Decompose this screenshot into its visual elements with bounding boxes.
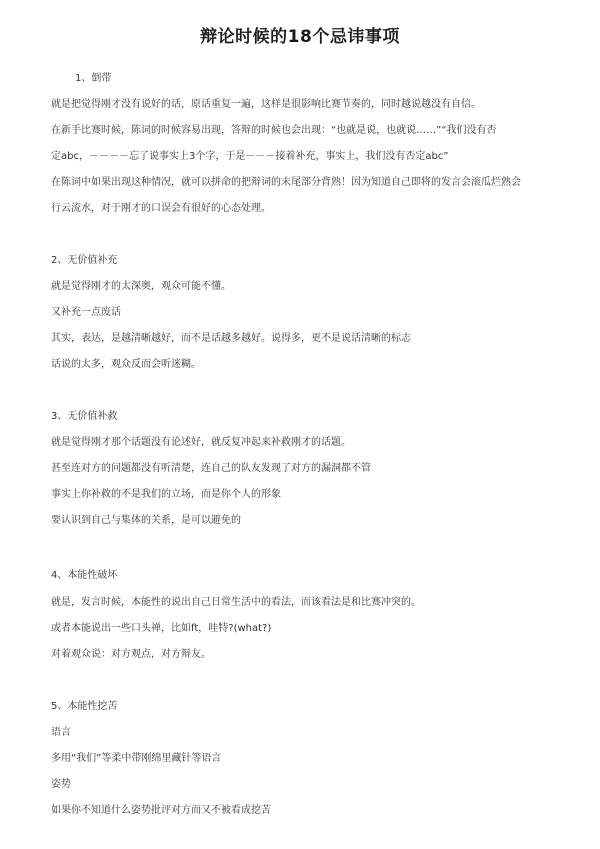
paragraph-line: 话说的太多，观众反而会听迷糊。 [51, 359, 201, 370]
paragraph-line: 就是觉得刚才的太深奥，观众可能不懂。 [51, 281, 231, 292]
paragraph-line: 就是，发言时候，本能性的说出自己日常生活中的看法，而该看法是和比赛冲突的。 [51, 597, 421, 608]
section-heading: 2、无价值补充 [51, 255, 118, 266]
paragraph-line: 行云流水，对于刚才的口误会有很好的心态处理。 [51, 203, 271, 214]
section-heading: 3、无价值补救 [51, 411, 118, 422]
paragraph-line: 多用“我们”等柔中带刚绵里藏针等语言 [51, 753, 222, 764]
paragraph-line: 对着观众说：对方观点，对方辩友。 [51, 649, 211, 660]
paragraph-line: 如果你不知道什么姿势批评对方而又不被看成挖苦 [51, 805, 271, 816]
section-heading: 4、本能性破坏 [51, 570, 118, 581]
paragraph-line: 其实，表达，是越清晰越好，而不是话越多越好。说得多，更不是说话清晰的标志 [51, 333, 411, 344]
document-title: 辩论时候的18个忌讳事项 [200, 27, 400, 47]
paragraph-line: 或者本能说出一些口头禅，比如ft，哇特?(what?) [51, 623, 272, 634]
paragraph-line: 要认识到自己与集体的关系，是可以避免的 [51, 515, 241, 526]
paragraph-line: 就是把觉得刚才没有说好的话，原话重复一遍，这样是很影响比赛节奏的，同时越说越没有自信。 [51, 99, 481, 110]
paragraph-line: 定abc，－－－－忘了说事实上3个字，于是－－－接着补充，事实上，我们没有否定abc” [51, 151, 449, 162]
paragraph-line: 又补充一点废话 [51, 307, 121, 318]
paragraph-line: 事实上你补救的不是我们的立场，而是你个人的形象 [51, 489, 281, 500]
paragraph-line: 语言 [51, 727, 71, 738]
paragraph-line: 姿势 [51, 779, 71, 790]
section-heading: 5、本能性挖苦 [51, 701, 118, 712]
paragraph-line: 就是觉得刚才那个话题没有论述好，就反复冲起来补救刚才的话题。 [51, 437, 351, 448]
paragraph-line: 在新手比赛时候，陈词的时候容易出现，答辩的时候也会出现：“也就是说，也就说……”“我们没有否 [51, 125, 497, 136]
paragraph-line: 甚至连对方的问题都没有听清楚，连自己的队友发现了对方的漏洞都不管 [51, 463, 371, 474]
section-heading: 1、倒带 [75, 73, 112, 84]
paragraph-line: 在陈词中如果出现这种情况，就可以拼命的把辩词的末尾部分背熟！因为知道自己即将的发言会滚瓜烂熟会 [51, 177, 521, 188]
